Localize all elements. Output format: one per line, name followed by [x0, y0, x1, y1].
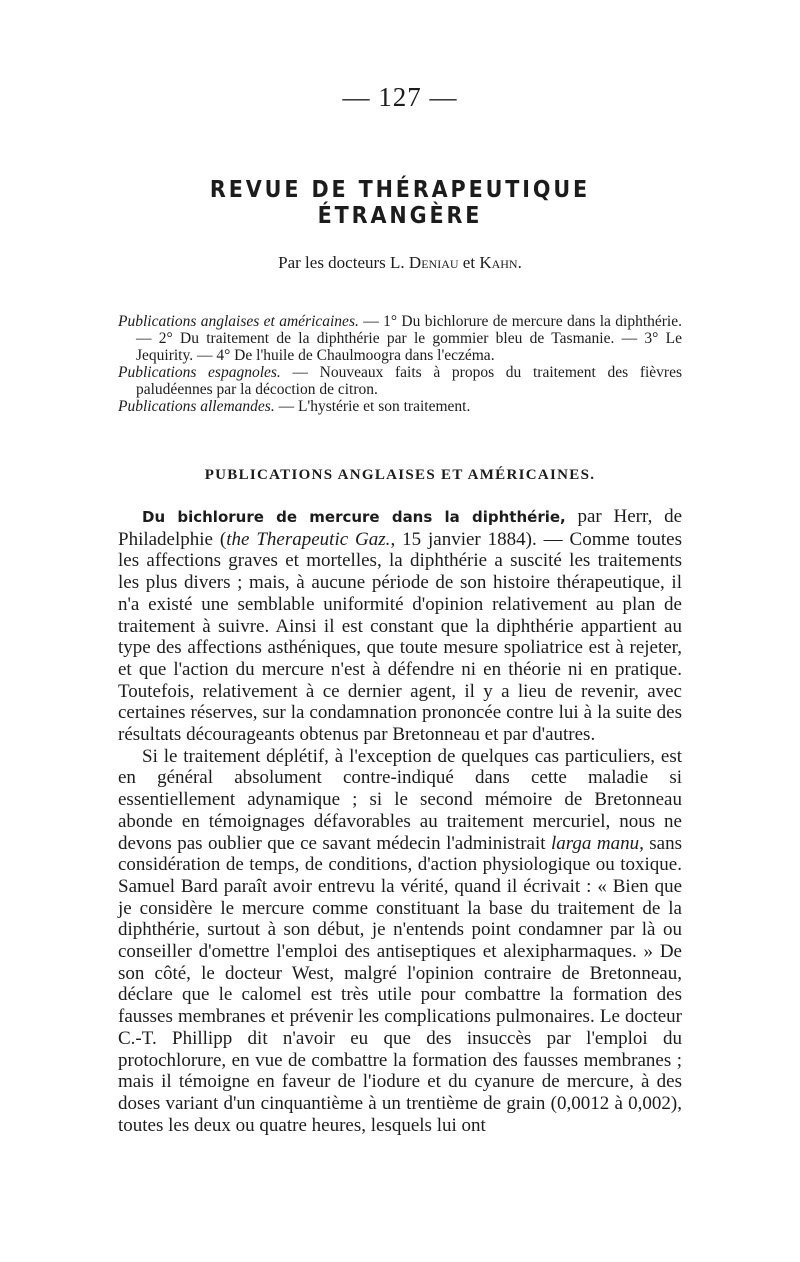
authors-mid: et: [458, 253, 480, 272]
summary-label: Publications espagnoles.: [118, 364, 281, 381]
summary-label: Publications anglaises et américaines.: [118, 313, 359, 330]
paragraph-text: par Herr, de Philadelphie (: [118, 506, 683, 550]
summary-text: — L'hystérie et son traitement.: [274, 398, 471, 415]
page-number: — 127 —: [342, 82, 458, 112]
summary-text: — Nouveaux faits à propos du traitement des fièvres paludéennes par la décoction de citron.: [136, 364, 682, 398]
article-lead: Du bichlorure de mercure dans la diphthérie,: [142, 508, 566, 526]
authors-suffix: .: [517, 253, 522, 272]
latin-phrase: larga manu,: [550, 832, 644, 854]
author-deniau: Deniau: [408, 253, 459, 272]
paragraph: [118, 746, 682, 1137]
author-kahn: Kahn: [479, 253, 518, 272]
source-title: the Therapeutic Gaz.: [226, 528, 391, 550]
article-title: REVUE DE THÉRAPEUTIQUE ÉTRANGÈRE: [209, 177, 591, 229]
summary-label: Publications allemandes.: [118, 398, 275, 415]
authors-prefix: Par les docteurs L.: [278, 253, 409, 272]
paragraph-text: sans considération de temps, de conditions, d'action physiologique ou toxique. Samuel Bard paraît avoir entrevu la vérité, quand il écrivait : « Bien que je considère le mercure comme constituant la base du traitement de la diphthérie, surtout à son début, je n'entends point condamner par là ou conseiller d'omettre l'emploi des antiseptiques et alexipharmaques. » De son côté, le docteur West, malgré l'opinion contraire de Bretonneau, déclare que le calomel est très utile pour combattre la formation des fausses membranes et prévenir les complications pulmonaires. Le docteur C.-T. Phillipp dit n'avoir eu que des insuccès par l'emploi du protochlorure, en vue de combattre la formation des fausses membranes ; mais il témoigne en faveur de l'iodure et du cyanure de mercure, à des doses variant d'un cinquantième à un trentième de grain (0,0012 à 0,002), toutes les deux ou quatre heures, lesquels lui ont: [118, 832, 682, 1136]
summary-item: [118, 313, 682, 364]
summary-item: [118, 398, 682, 415]
paragraph-text: , 15 janvier 1884). — Comme toutes les affections graves et mortelles, la diphthérie a suscité les traitements les plus divers ; mais, à aucune période de son histoire thérapeutique, il n'a existé une semblable uniformité d'opinion relativement au plan de traitement à suivre. Ainsi il est constant que la diphthérie appartient au type des affections asthéniques, que toute mesure spoliatrice est à rejeter, et que l'action du mercure n'est à défendre ni en théorie ni en pratique. Toutefois, relativement à ce dernier agent, il y a lieu de revenir, avec certaines réserves, sur la condamnation prononcée contre lui à la suite des résultats décourageants obtenus par Bretonneau et par d'autres.: [118, 528, 682, 746]
section-heading: PUBLICATIONS ANGLAISES ET AMÉRICAINES.: [204, 467, 596, 483]
summary-item: [118, 364, 682, 398]
summary-block: [118, 313, 682, 415]
summary-text: — 1° Du bichlorure de mercure dans la diphthérie. — 2° Du traitement de la diphthérie par le gommier bleu de Tasmanie. — 3° Le Jequirity. — 4° De l'huile de Chaulmoogra dans l'eczéma.: [136, 313, 682, 364]
paragraph-text: Si le traitement déplétif, à l'exception de quelques cas particuliers, est en général absolument contre-indiqué dans cette maladie si essentiellement adynamique ; si le second mémoire de Bretonneau abonde en témoignages défavorables au traitement mercuriel, nous ne devons pas oublier que ce savant médecin l'administrait: [118, 745, 682, 854]
article-body: [118, 506, 682, 1136]
authors-line: [118, 253, 682, 273]
paragraph: [118, 506, 682, 746]
